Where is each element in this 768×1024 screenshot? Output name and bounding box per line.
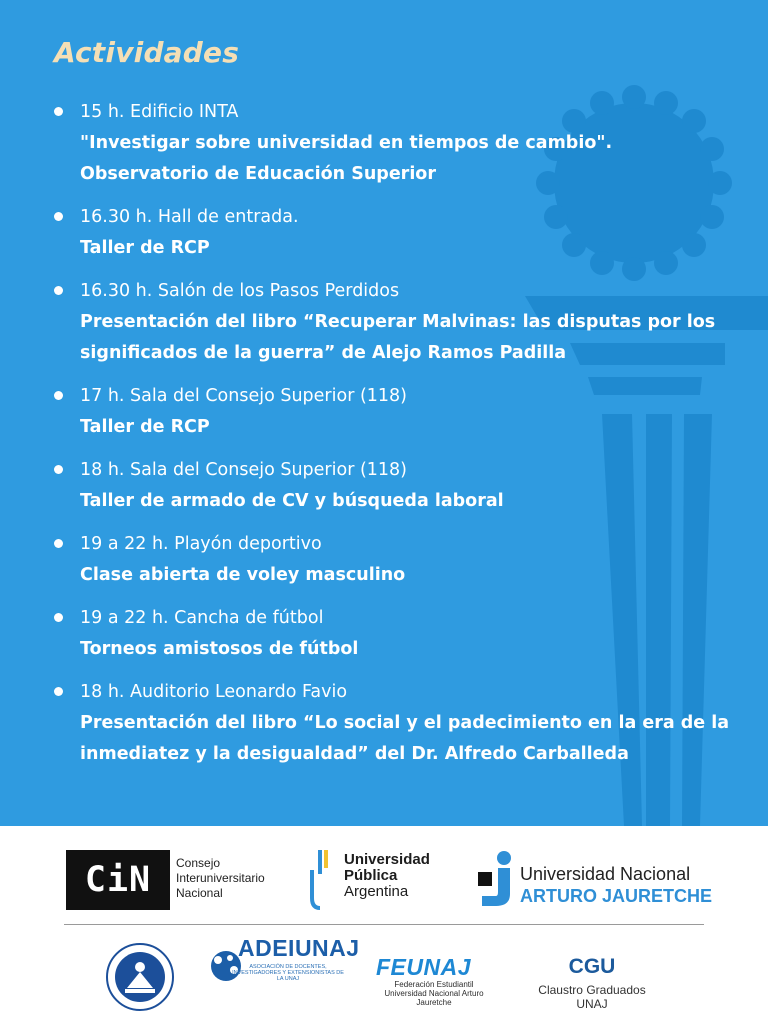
upa-name: Universidad Pública Argentina bbox=[344, 851, 430, 900]
footer-divider bbox=[64, 924, 704, 925]
activity-time: 18 h. Sala del Consejo Superior (118) bbox=[80, 460, 408, 480]
page-title: Actividades bbox=[54, 36, 240, 69]
unaj-mark-icon bbox=[476, 850, 516, 908]
activity-description: Torneos amistosos de fútbol bbox=[80, 639, 359, 659]
cgu-subtitle: Claustro Graduados UNAJ bbox=[538, 983, 646, 1011]
afunaj-logo bbox=[105, 942, 175, 1012]
list-item bbox=[54, 528, 744, 591]
upa-logo bbox=[306, 848, 456, 912]
activity-time: 18 h. Auditorio Leonardo Favio bbox=[80, 682, 348, 702]
activity-description: Taller de RCP bbox=[80, 417, 210, 437]
cin-logo bbox=[66, 850, 296, 910]
cgu-logo: CGU bbox=[568, 955, 616, 978]
list-item bbox=[54, 96, 744, 190]
upa-mark-icon bbox=[306, 848, 338, 912]
list-item bbox=[54, 275, 744, 369]
activity-time: 19 a 22 h. Playón deportivo bbox=[80, 534, 322, 554]
activity-description: Presentación del libro “Recuperar Malvinas: las disputas por los significados de la guerra” de Alejo Ramos Padilla bbox=[80, 312, 716, 363]
feunaj-subtitle: Federación Estudiantil Universidad Nacional Arturo Jauretche bbox=[384, 980, 484, 1007]
activity-description: Presentación del libro “Lo social y el padecimiento en la era de la inmediatez y la desigualdad” del Dr. Alfredo Carballeda bbox=[80, 713, 730, 764]
list-item bbox=[54, 454, 744, 517]
activity-time: 19 a 22 h. Cancha de fútbol bbox=[80, 608, 324, 628]
cin-name: Consejo Interuniversitario Nacional bbox=[176, 856, 265, 900]
unaj-logo bbox=[476, 850, 716, 910]
feunaj-logo: FEUNAJ bbox=[376, 954, 472, 980]
activity-time: 17 h. Sala del Consejo Superior (118) bbox=[80, 386, 408, 406]
activity-time: 15 h. Edificio INTA bbox=[80, 102, 239, 122]
activity-description: "Investigar sobre universidad en tiempos de cambio". Observatorio de Educación Superior bbox=[80, 133, 613, 184]
activity-description: Taller de armado de CV y búsqueda laboral bbox=[80, 491, 504, 511]
activity-time: 16.30 h. Salón de los Pasos Perdidos bbox=[80, 281, 400, 301]
activities-list bbox=[54, 96, 744, 770]
activity-time: 16.30 h. Hall de entrada. bbox=[80, 207, 299, 227]
list-item bbox=[54, 676, 744, 770]
unaj-name-bold: ARTURO JAURETCHE bbox=[520, 886, 713, 906]
list-item bbox=[54, 380, 744, 443]
unaj-name: Universidad Nacional bbox=[520, 864, 691, 884]
activity-description: Taller de RCP bbox=[80, 238, 210, 258]
list-item bbox=[54, 602, 744, 665]
cin-mark: CiN bbox=[66, 850, 170, 910]
adeiunaj-logo: ADEIUNAJ bbox=[238, 935, 360, 961]
list-item bbox=[54, 201, 744, 264]
activity-description: Clase abierta de voley masculino bbox=[80, 565, 406, 585]
adeiunaj-subtitle: ASOCIACIÓN DE DOCENTES, INVESTIGADORES Y EXTENSIONISTAS DE LA UNAJ bbox=[232, 964, 344, 982]
